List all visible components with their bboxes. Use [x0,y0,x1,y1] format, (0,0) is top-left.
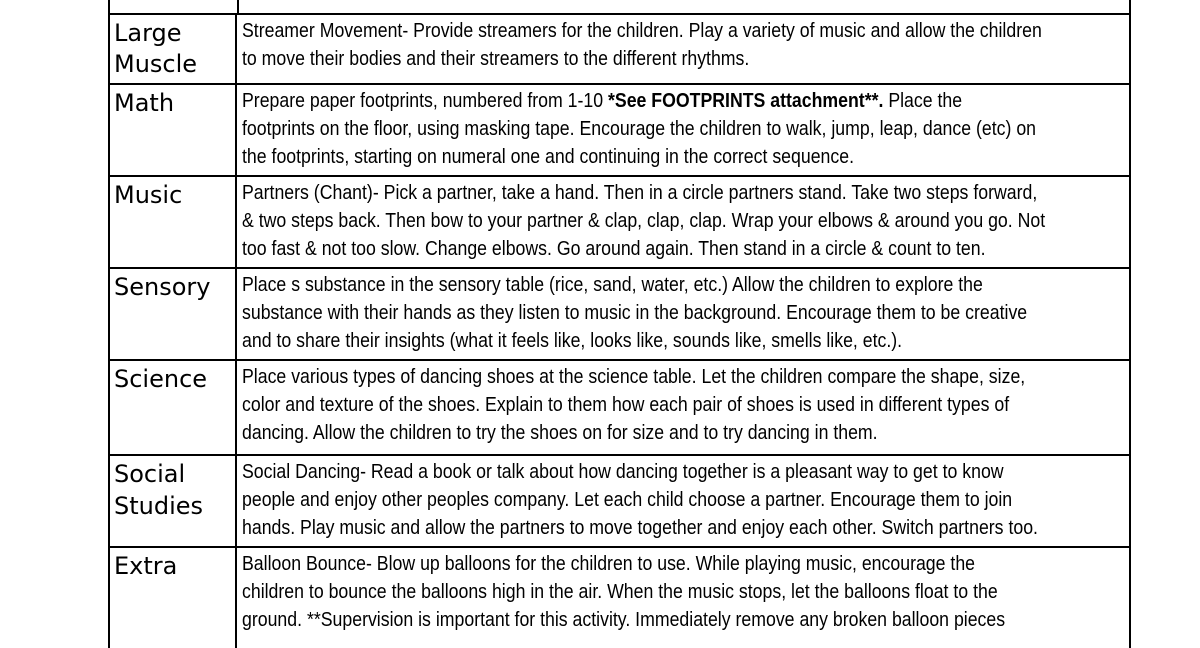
text-line: people and enjoy other peoples company. Let each child choose a partner. Encourage them to join [242,489,1013,511]
text-line: Place various types of dancing shoes at the science table. Let the children compare the shape, size, [242,366,1026,388]
activity-description [237,361,1129,454]
row-label [110,361,237,454]
text-line [242,87,1027,115]
row-label [110,548,237,648]
row-music [110,177,1129,269]
activity-description [237,548,1129,648]
text-line: Social Dancing- Read a book or talk about how dancing together is a pleasant way to get to know [242,461,1004,483]
label-line: Math [114,89,175,117]
text-line: Partners (Chant)- Pick a partner, take a hand. Then in a circle partners stand. Take two steps forward, [242,182,1038,204]
row-extra [110,548,1129,648]
label-line: Social [114,460,186,488]
text-line: children to bounce the balloons high in the air. When the music stops, let the balloons float to the [242,581,998,603]
row-large-muscle [110,15,1129,85]
text-line: and to share their insights (what it feels like, looks like, sounds like, smells like, etc.). [242,330,903,352]
row-sensory [110,269,1129,361]
cropped-top-row [110,0,1129,15]
row-math [110,85,1129,177]
text-line: & two steps back. Then bow to your partner & clap, clap, clap. Wrap your elbows & around you go. Not [242,210,1046,232]
text-segment: Prepare paper footprints, numbered from 1-10 [242,90,609,112]
row-science [110,361,1129,456]
text-line: to move their bodies and their streamers to the different rhythms. [242,48,750,70]
label-line: Music [114,181,183,209]
text-line: dancing. Allow the children to try the shoes on for size and to try dancing in them. [242,422,878,444]
text-line: hands. Play music and allow the partners to move together and enjoy each other. Switch partners too. [242,517,1038,539]
text-line: too fast & not too slow. Change elbows. Go around again. Then stand in a circle & count to ten. [242,238,986,260]
row-label [110,269,237,359]
text-line: the footprints, starting on numeral one and continuing in the correct sequence. [242,146,855,168]
text-line: footprints on the floor, using masking tape. Encourage the children to walk, jump, leap, dance (etc) on [242,118,1037,140]
label-line: Science [114,365,208,393]
label-line: Sensory [114,273,211,301]
text-line: color and texture of the shoes. Explain to them how each pair of shoes is used in different types of [242,394,1010,416]
footprints-attachment-note: *See FOOTPRINTS attachment**. [608,90,884,112]
text-line: Place s substance in the sensory table (rice, sand, water, etc.) Allow the children to explore the [242,274,983,296]
text-line: Streamer Movement- Provide streamers for the children. Play a variety of music and allow the children [242,20,1042,42]
label-line: Muscle [114,50,198,78]
label-line: Extra [114,552,178,580]
row-label [110,177,237,267]
row-label [110,85,237,175]
row-social-studies [110,456,1129,548]
label-line: Large [114,19,182,47]
activity-description [237,15,1129,83]
activity-description [237,85,1129,175]
activity-description [237,269,1129,359]
lesson-plan-table [108,0,1131,648]
text-segment: Place the [883,90,963,112]
label-line: Studies [114,492,204,520]
text-line: substance with their hands as they listen to music in the background. Encourage them to be creative [242,302,1028,324]
row-label [110,15,237,83]
row-label [110,456,237,546]
text-line: ground. **Supervision is important for this activity. Immediately remove any broken balloon pieces [242,609,1006,631]
text-line: Balloon Bounce- Blow up balloons for the children to use. While playing music, encourage the [242,553,976,575]
activity-description [237,177,1129,267]
activity-description [237,456,1129,546]
